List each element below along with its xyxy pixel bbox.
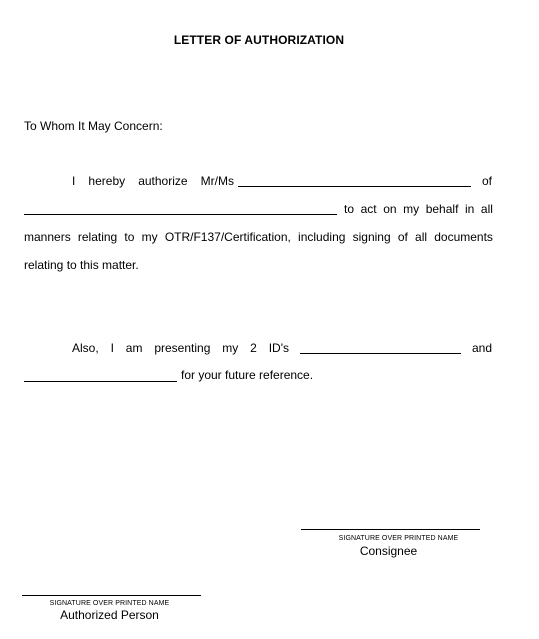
word: act <box>360 202 377 216</box>
consignee-signature-caption: SIGNATURE OVER PRINTED NAME <box>338 535 459 542</box>
authorized-person-role-label: Authorized Person <box>60 608 159 622</box>
word: I <box>110 341 114 355</box>
word: my <box>403 202 420 216</box>
word: to <box>344 202 355 216</box>
word: presenting <box>154 341 211 355</box>
word: I <box>72 174 76 188</box>
affiliation-blank[interactable] <box>24 214 337 215</box>
paragraph1-line3-text <box>24 230 493 244</box>
salutation: To Whom It May Concern: <box>24 119 163 133</box>
word: documents <box>434 230 493 244</box>
paragraph1-line2-text <box>344 202 493 216</box>
authorized-person-signature-caption: SIGNATURE OVER PRINTED NAME <box>49 600 170 607</box>
word: Also, <box>72 341 99 355</box>
authorized-name-blank[interactable] <box>238 186 471 187</box>
paragraph2-line1-text <box>72 341 289 355</box>
word: including <box>298 230 346 244</box>
word: 2 <box>250 341 257 355</box>
word: behalf <box>425 202 459 216</box>
word: relating <box>77 230 118 244</box>
word: in <box>464 202 475 216</box>
paragraph2-line2-text: for your future reference. <box>181 368 314 382</box>
word: my <box>222 341 239 355</box>
word: of <box>397 230 408 244</box>
word: my <box>141 230 158 244</box>
word: all <box>480 202 493 216</box>
word: Mr/Ms <box>200 174 234 188</box>
word: ID's <box>268 341 289 355</box>
word: manners <box>24 230 71 244</box>
second-id-blank[interactable] <box>24 381 177 382</box>
consignee-role-label: Consignee <box>359 544 418 558</box>
document-title: LETTER OF AUTHORIZATION <box>173 33 345 47</box>
word: all <box>415 230 428 244</box>
paragraph2-line1-end: and <box>472 341 493 355</box>
word: authorize <box>138 174 188 188</box>
id-type-blank[interactable] <box>300 353 461 354</box>
word: am <box>125 341 143 355</box>
word: hereby <box>88 174 126 188</box>
paragraph1-line4-text: relating to this matter. <box>24 258 139 272</box>
word: signing <box>352 230 391 244</box>
consignee-signature-line[interactable] <box>301 529 480 530</box>
paragraph1-line1-text <box>72 174 234 188</box>
paragraph1-line1-end: of <box>482 174 493 188</box>
word: OTR/F137/Certification, <box>164 230 291 244</box>
authorized-person-signature-line[interactable] <box>22 595 201 596</box>
word: on <box>383 202 397 216</box>
word: to <box>124 230 135 244</box>
